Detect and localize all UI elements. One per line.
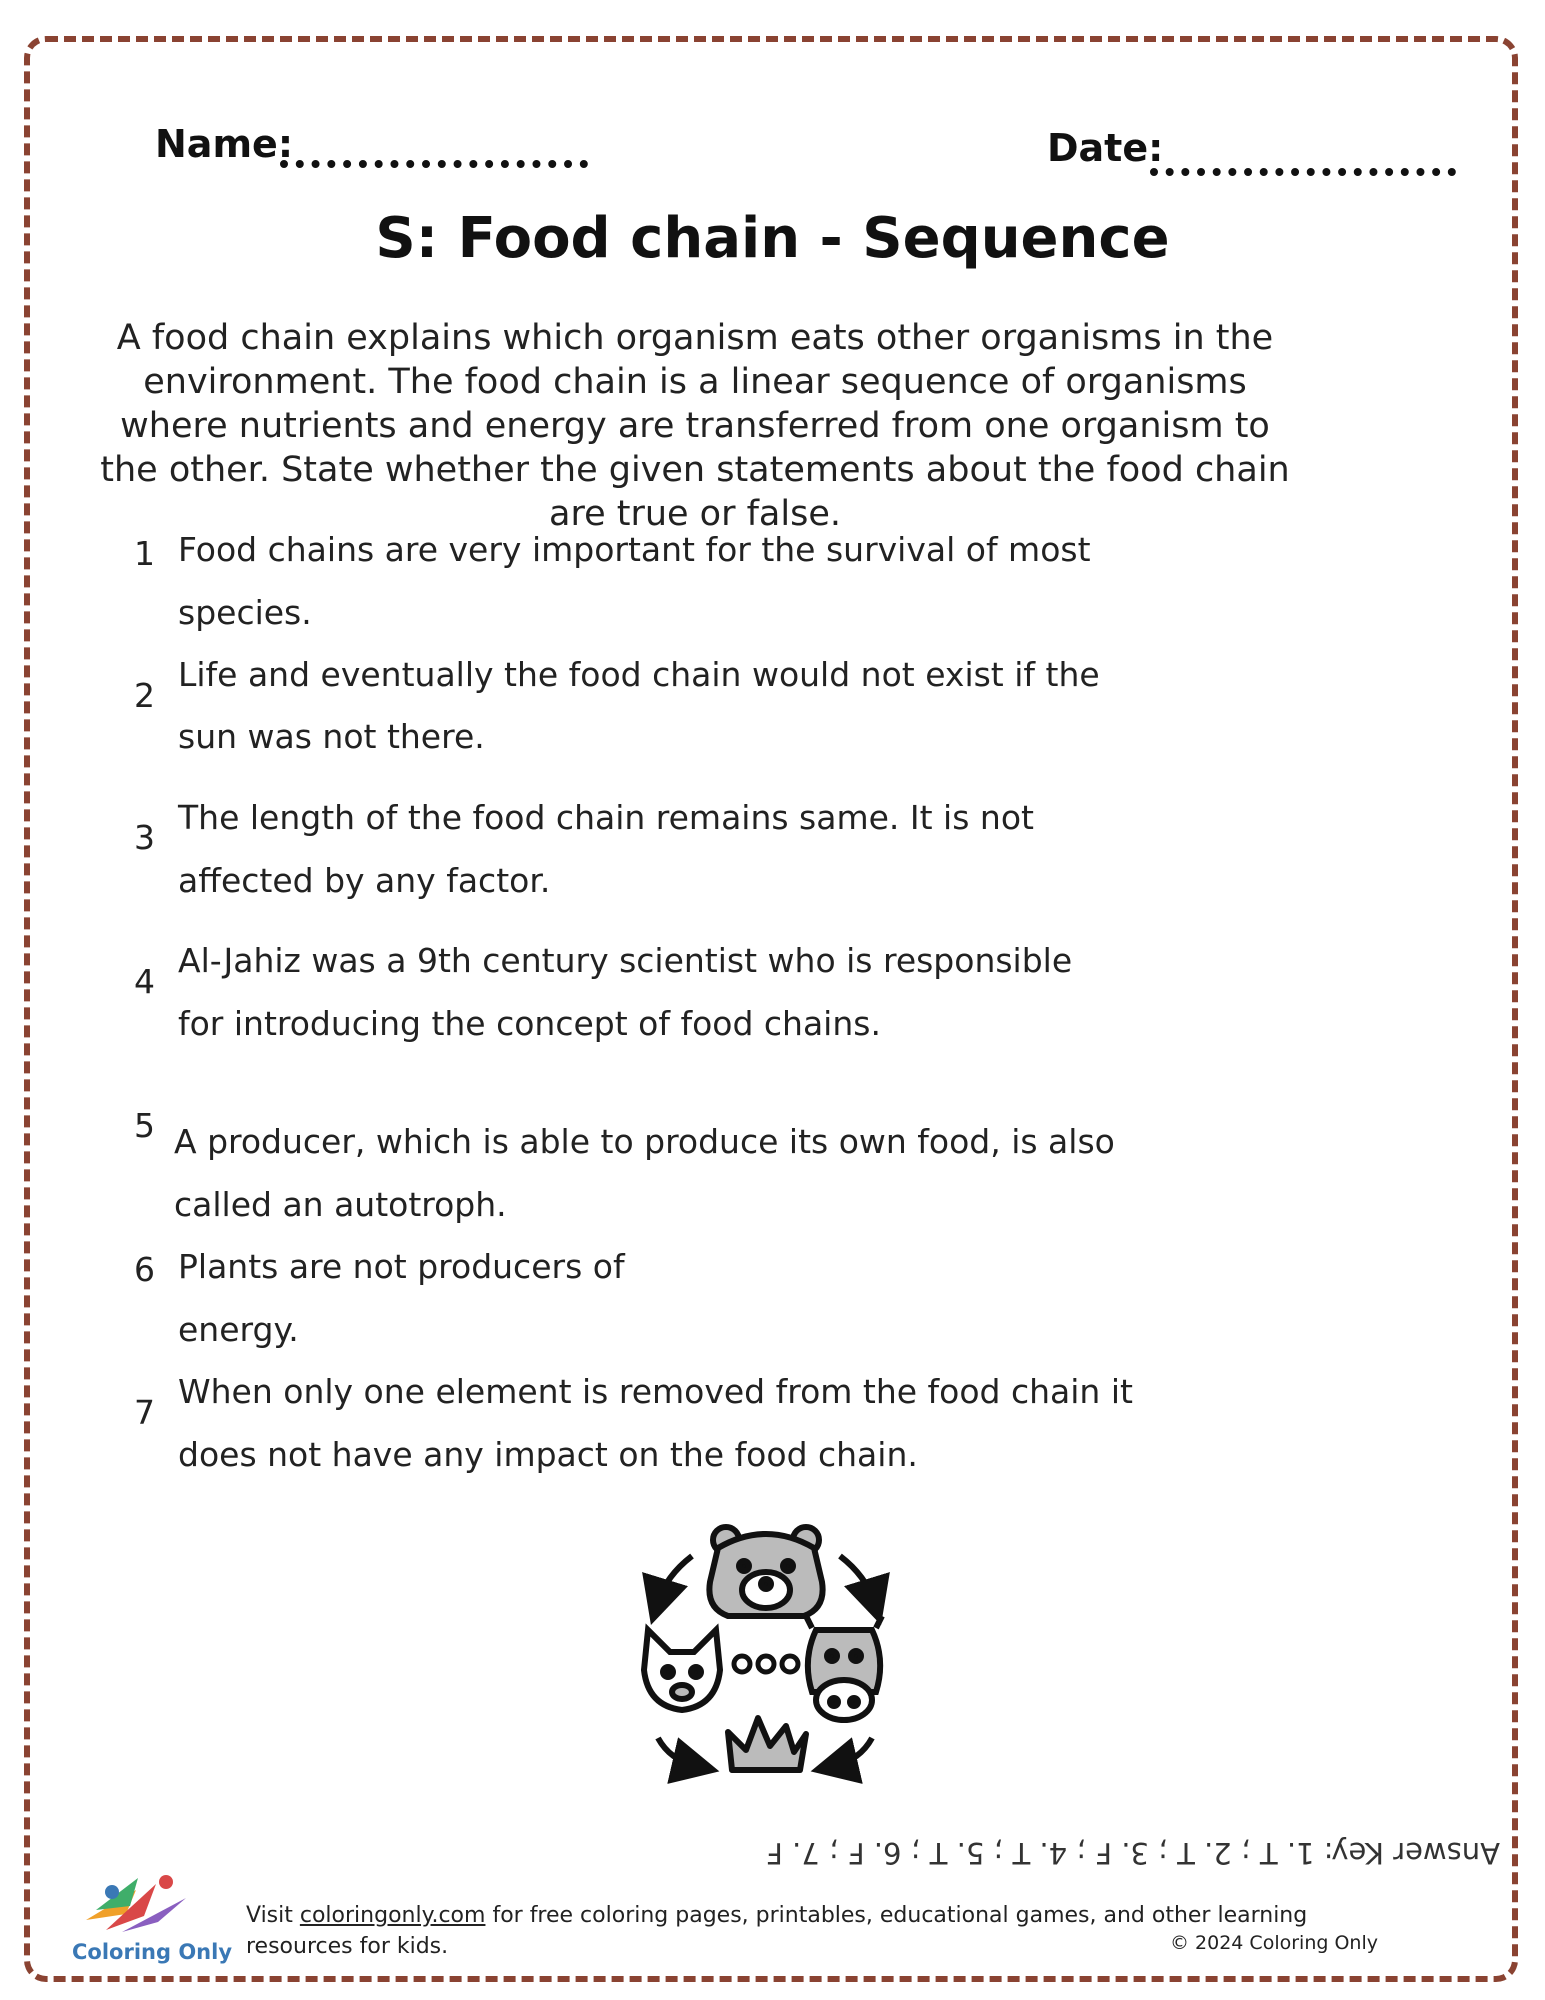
name-label: Name:: [155, 122, 294, 166]
question-text: for introducing the concept of food chains.: [178, 1004, 881, 1043]
question-text: Plants are not producers of: [178, 1247, 625, 1286]
coloringonly-link[interactable]: coloringonly.com: [299, 1903, 486, 1928]
question-text: The length of the food chain remains same. It is not: [178, 798, 1034, 837]
question-number: 7: [134, 1393, 155, 1432]
question-number: 3: [134, 818, 155, 857]
question-text: sun was not there.: [178, 717, 485, 756]
date-label: Date:: [1047, 126, 1164, 170]
question-text: does not have any impact on the food chain.: [178, 1435, 918, 1474]
question-number: 6: [134, 1250, 155, 1289]
question-text: A producer, which is able to produce its own food, is also: [174, 1122, 1115, 1161]
footer-visit-prefix: Visit: [246, 1903, 300, 1928]
logo-text: Coloring Only: [72, 1940, 233, 1964]
question-number: 2: [134, 676, 155, 715]
question-text: Food chains are very important for the survival of most: [178, 530, 1091, 569]
answer-key: Answer Key: 1. T ; 2. T ; 3. F ; 4. T ; 5. T ; 6. F ; 7. F: [766, 1836, 1500, 1870]
question-text: Life and eventually the food chain would not exist if the: [178, 655, 1100, 694]
copyright: © 2024 Coloring Only: [1170, 1932, 1378, 1954]
question-text: energy.: [178, 1310, 299, 1349]
question-number: 5: [134, 1106, 155, 1145]
name-line[interactable]: [280, 160, 588, 168]
food-chain-cycle-icon: [636, 1520, 896, 1790]
question-text: called an autotroph.: [174, 1185, 507, 1224]
footer-visit-suffix: for free coloring pages, printables, educational games, and other learning resources for kids.: [246, 1903, 1308, 1959]
date-line[interactable]: [1150, 168, 1456, 176]
question-text: Al-Jahiz was a 9th century scientist who is responsible: [178, 941, 1073, 980]
instructions-paragraph: A food chain explains which organism eats other organisms in the environment. The food chain is a linear sequence of organisms where nutrients and energy are transferred from one organism to the other. State whether the given statements about the food chain are true or false.: [100, 318, 1290, 534]
question-text: species.: [178, 593, 312, 632]
worksheet-title: S: Food chain - Sequence: [375, 206, 1170, 271]
question-number: 1: [134, 534, 155, 573]
question-text: affected by any factor.: [178, 861, 551, 900]
question-number: 4: [134, 962, 155, 1001]
question-text: When only one element is removed from the food chain it: [178, 1372, 1133, 1411]
